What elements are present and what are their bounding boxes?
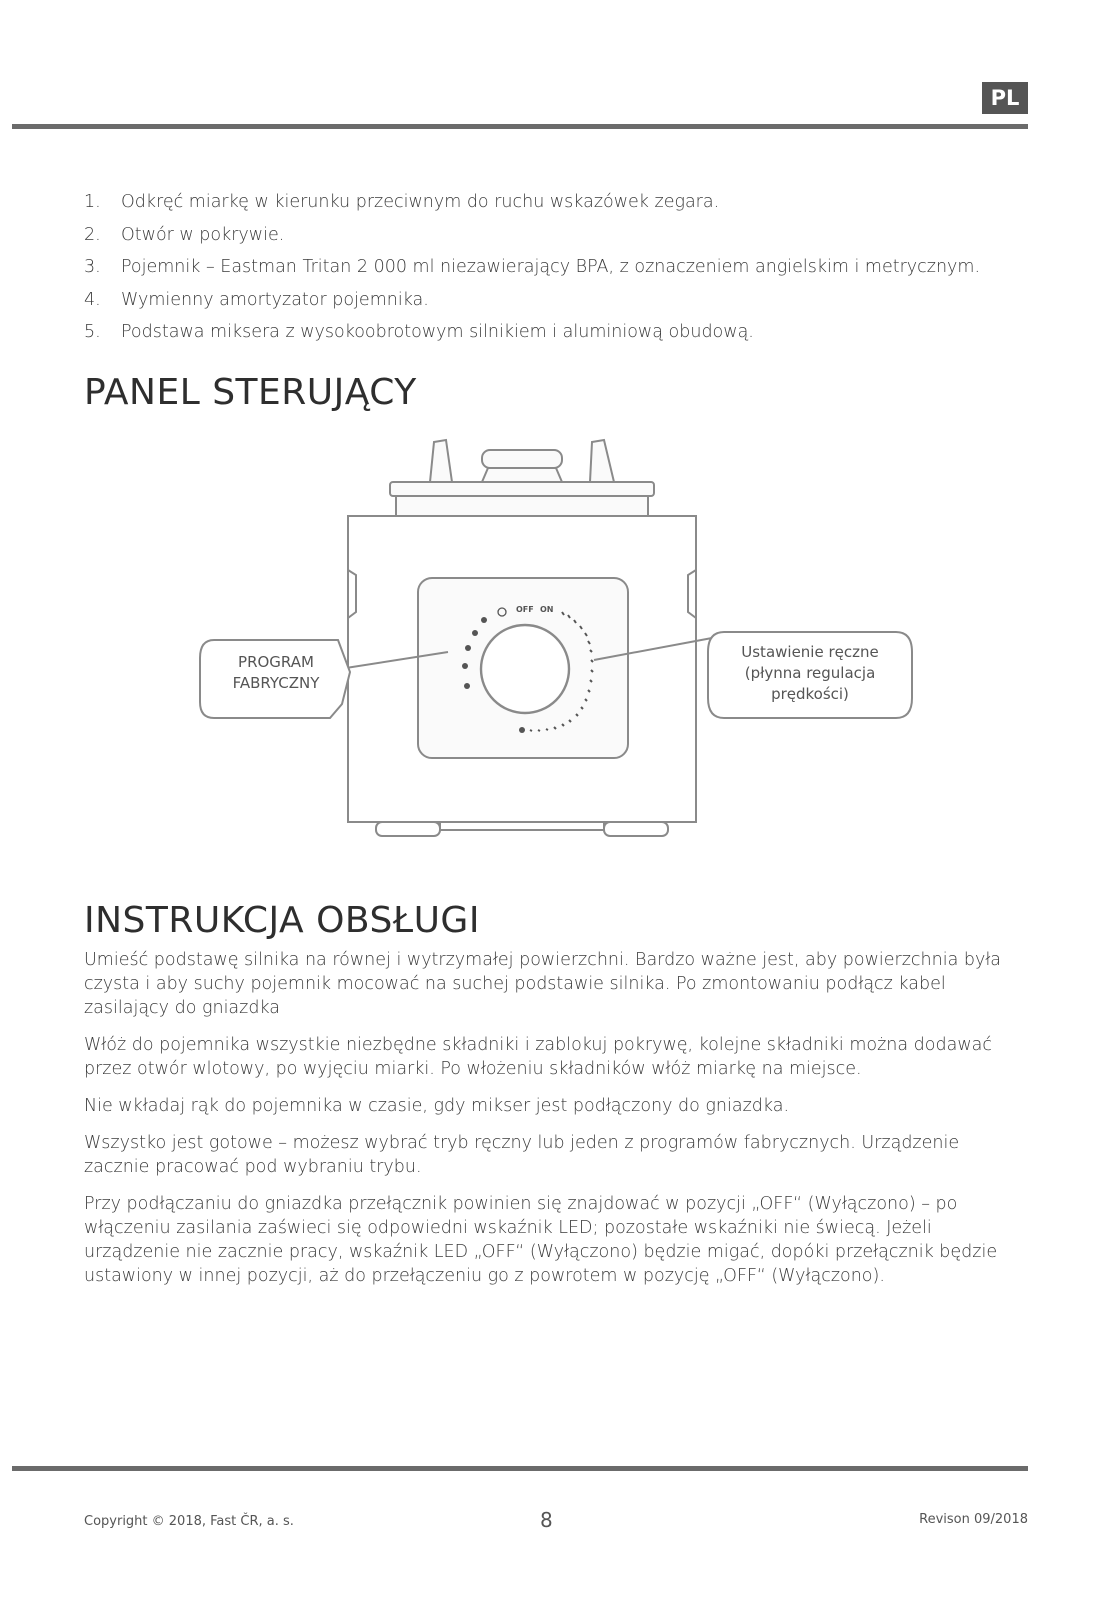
list-item-number: 5. xyxy=(84,322,101,342)
callout-text: prędkości) xyxy=(771,685,849,703)
footer-revision: Revison 09/2018 xyxy=(919,1512,1028,1527)
paragraph: Wszystko jest gotowe – możesz wybrać tryb ręczny lub jeden z programów fabrycznych. Urządzenie zacznie pracować pod wybraniu trybu. xyxy=(84,1133,960,1177)
list-item-text: Podstawa miksera z wysokoobrotowym silnikiem i aluminiową obudową. xyxy=(121,322,754,342)
list-item-number: 3. xyxy=(84,257,101,277)
callout-text: PROGRAM xyxy=(238,653,314,671)
list-item-number: 1. xyxy=(84,192,101,212)
section-heading-instructions: INSTRUKCJA OBSŁUGI xyxy=(84,900,480,941)
callout-text: Ustawienie ręczne xyxy=(741,643,879,661)
list-item xyxy=(84,219,980,252)
callout-text: (płynna regulacja xyxy=(744,664,876,682)
list-item xyxy=(84,316,980,349)
paragraph: Przy podłączaniu do gniazdka przełącznik powinien się znajdować w pozycji „OFF“ (Wyłączono) – po włączeniu zasilania zaświeci się odpowiedni wskaźnik LED; pozostałe wskaźniki nie świecą. Jeżeli urządzenie nie zacznie pracy, wskaźnik LED „OFF“ (Wyłączono) będzie migać, dopóki przełącznik będzie ustawiony w innej pozycji, aż do przełączeniu go z powrotem w pozycję „OFF“ (Wyłączono). xyxy=(84,1194,998,1286)
callout-manual-setting xyxy=(720,642,900,705)
parts-list xyxy=(84,186,980,349)
callout-text: FABRYCZNY xyxy=(232,674,320,692)
list-item-text: Otwór w pokrywie. xyxy=(121,224,285,245)
list-item-text: Odkręć miarkę w kierunku przeciwnym do ruchu wskazówek zegara. xyxy=(121,192,720,212)
list-item-number: 2. xyxy=(84,224,101,245)
blender-base-illustration xyxy=(190,430,930,870)
paragraph: Umieść podstawę silnika na równej i wytrzymałej powierzchni. Bardzo ważne jest, aby powierzchnia była czysta i aby suchy pojemnik mocować na suchej podstawie silnika. Po zmontowaniu podłącz kabel zasilający do gniazdka xyxy=(84,950,1002,1018)
language-badge: PL xyxy=(982,82,1028,114)
callout-factory-program xyxy=(206,652,346,694)
section-heading-control-panel: PANEL STERUJĄCY xyxy=(84,372,417,413)
paragraph: Włóż do pojemnika wszystkie niezbędne składniki i zablokuj pokrywę, kolejne składniki można dodawać przez otwór wlotowy, po wyjęciu miarki. Po włożeniu składników włóż miarkę na miejsce. xyxy=(84,1035,992,1079)
list-item-number: 4. xyxy=(84,289,101,310)
list-item-text: Pojemnik – Eastman Tritan 2 000 ml niezawierający BPA, z oznaczeniem angielskim i metrycznym. xyxy=(121,257,981,277)
paragraph: Nie wkładaj rąk do pojemnika w czasie, gdy mikser jest podłączony do gniazdka. xyxy=(84,1096,790,1116)
dial-on-label: ON xyxy=(540,605,554,614)
list-item xyxy=(84,284,980,317)
footer-divider xyxy=(12,1466,1028,1471)
list-item-text: Wymienny amortyzator pojemnika. xyxy=(121,289,429,310)
page-number: 8 xyxy=(540,1508,553,1532)
footer-copyright: Copyright © 2018, Fast ČR, a. s. xyxy=(84,1514,294,1529)
header-divider xyxy=(12,124,1028,129)
instructions-body xyxy=(84,948,1029,1301)
dial-off-label: OFF xyxy=(516,605,534,614)
list-item xyxy=(84,186,980,219)
list-item xyxy=(84,251,980,284)
